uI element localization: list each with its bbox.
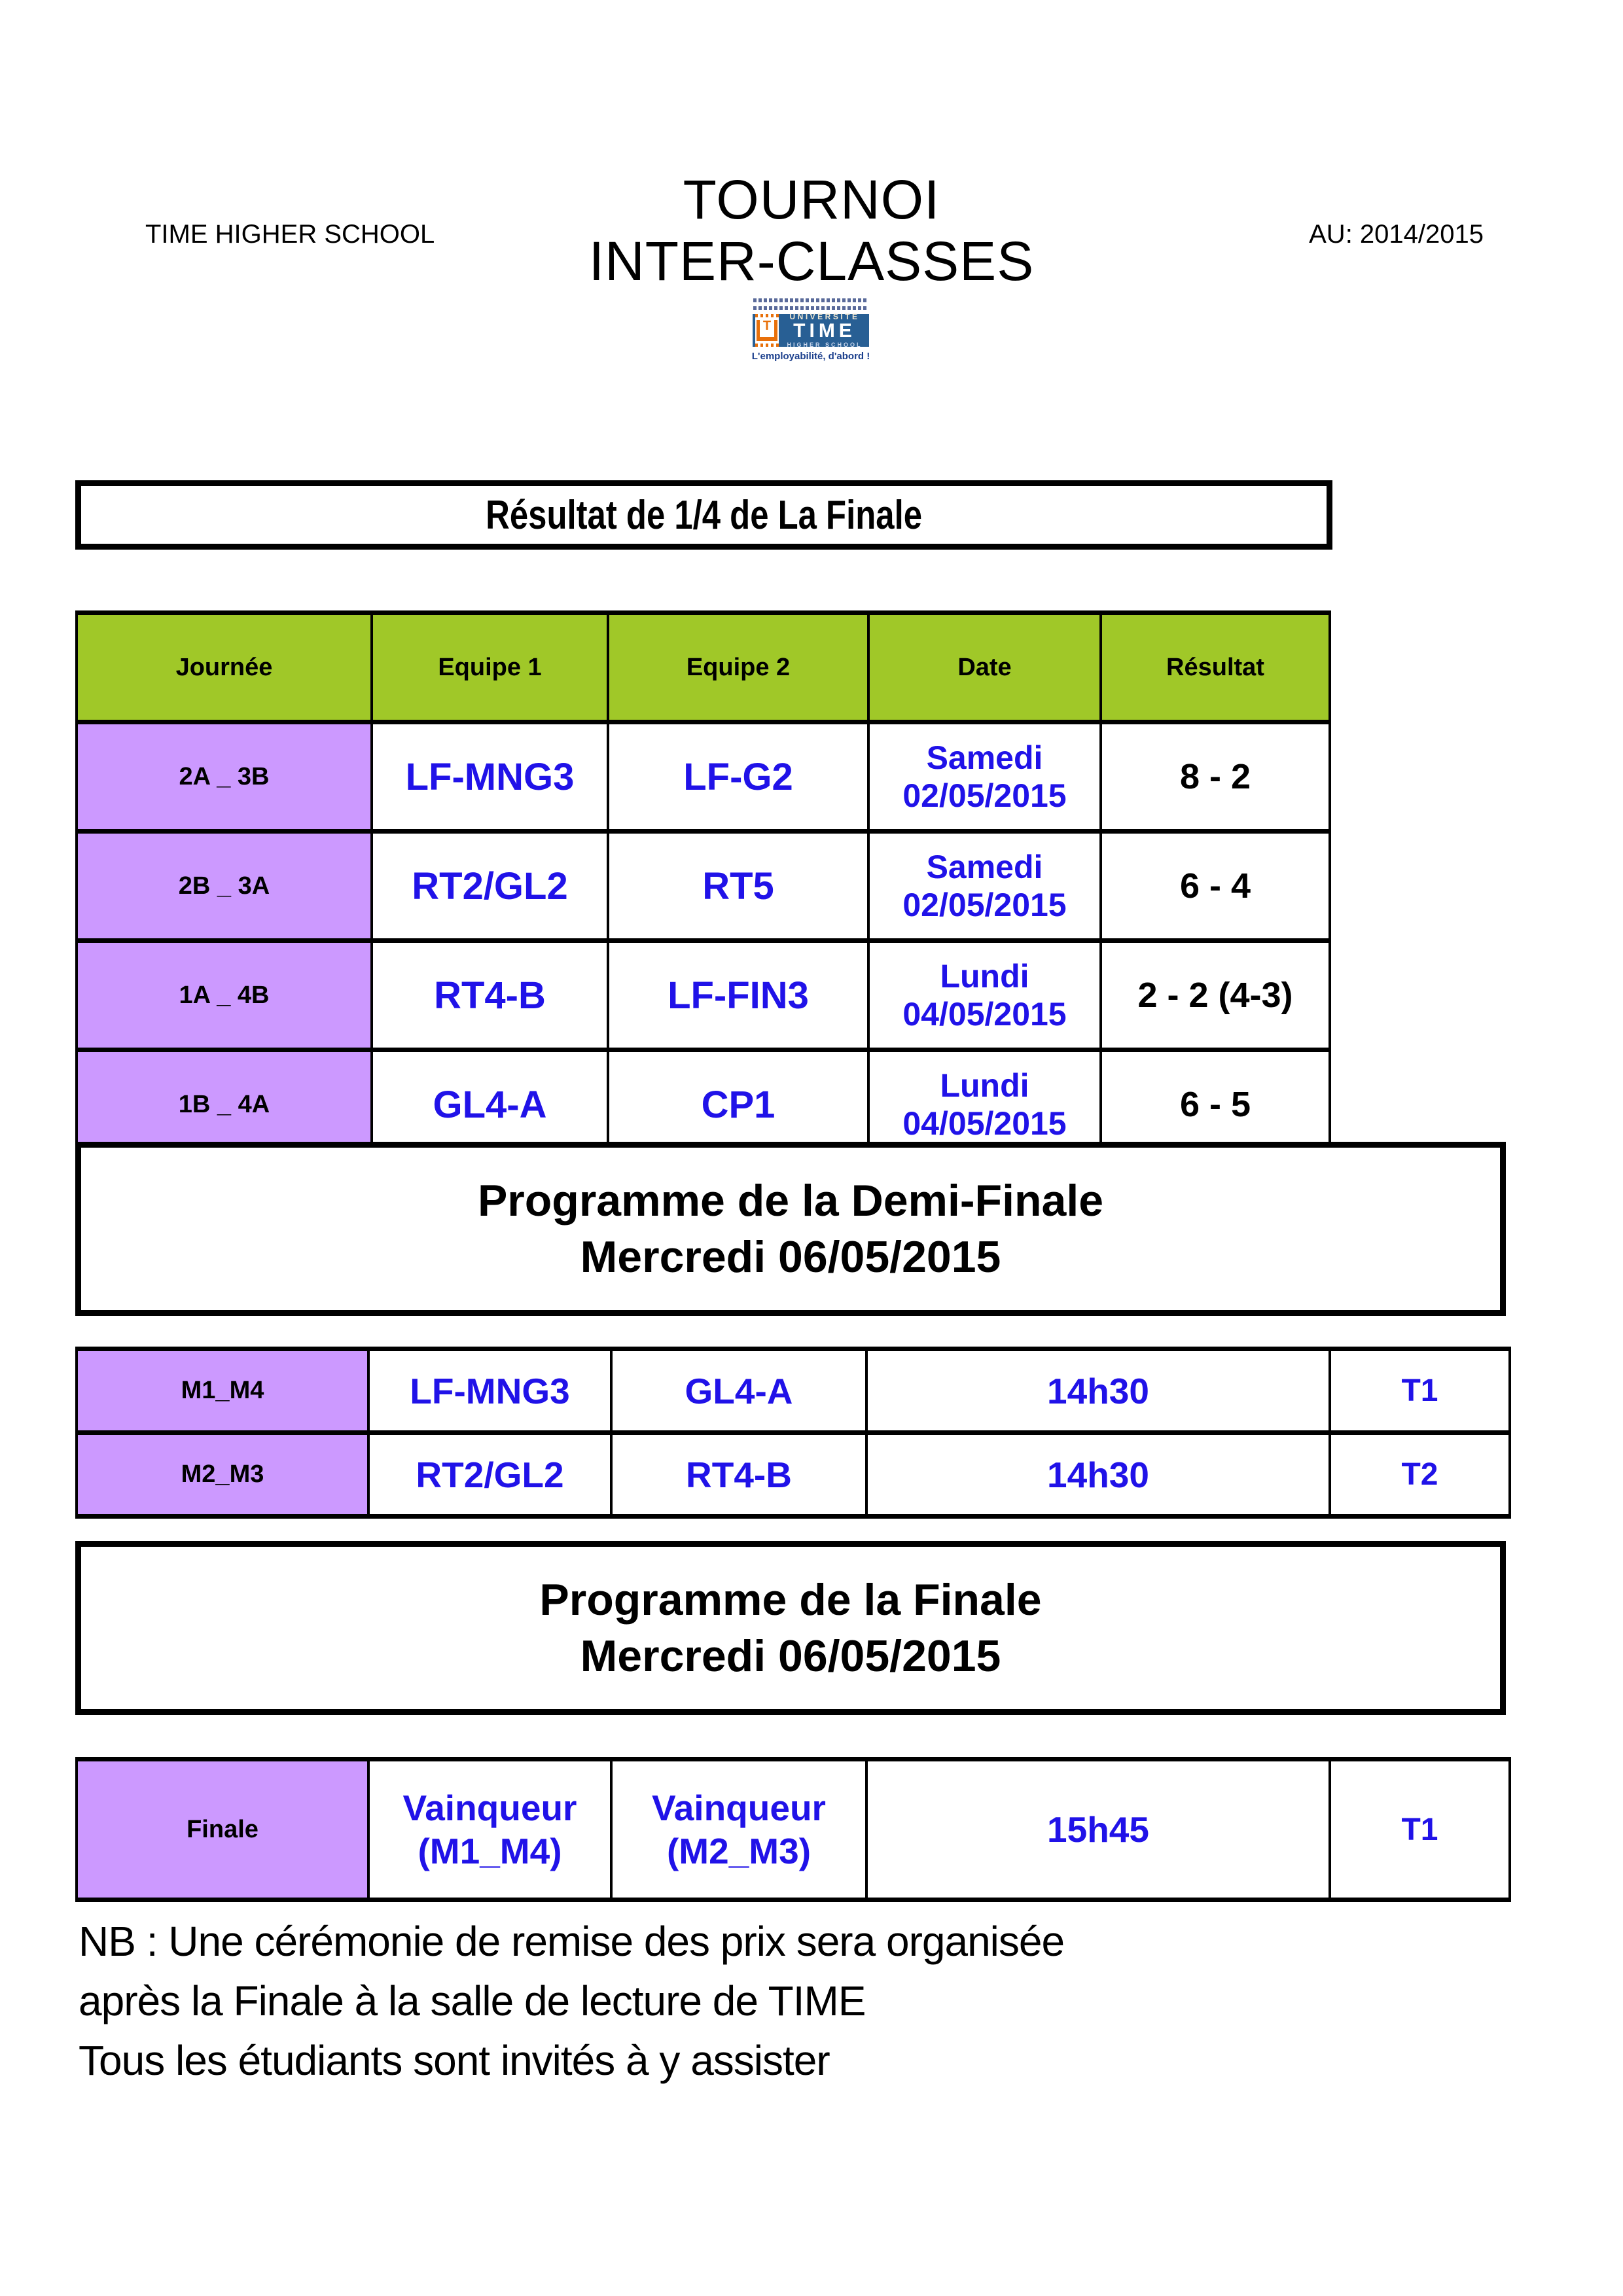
time-cell: 14h30 bbox=[866, 1349, 1330, 1433]
page-title-line2: INTER-CLASSES bbox=[588, 230, 1035, 292]
equipe2-cell: RT5 bbox=[608, 832, 868, 941]
logo-u-shape bbox=[757, 320, 777, 341]
match-cell: M1_M4 bbox=[77, 1349, 368, 1433]
resultat-cell: 2 - 2 (4-3) bbox=[1101, 941, 1330, 1050]
logo-brand: TIME bbox=[793, 320, 856, 342]
journee-cell: 2A _ 3B bbox=[77, 722, 372, 832]
date-day: Lundi bbox=[940, 1067, 1029, 1104]
logo-arabic-text-line2 bbox=[753, 306, 868, 310]
equipe1-cell: RT4-B bbox=[372, 941, 608, 1050]
table-row bbox=[77, 941, 1330, 1050]
logo-box bbox=[753, 314, 869, 347]
winner-ref: (M1_M4) bbox=[418, 1831, 562, 1871]
equipe2-cell: RT4-B bbox=[611, 1433, 866, 1517]
column-header-resultat: Résultat bbox=[1101, 613, 1330, 722]
academic-year: AU: 2014/2015 bbox=[1309, 220, 1484, 249]
logo-tagline: L'employabilité, d'abord ! bbox=[751, 351, 870, 362]
journee-cell: 2B _ 3A bbox=[77, 832, 372, 941]
table-row bbox=[77, 1759, 1510, 1900]
court-cell: T1 bbox=[1330, 1349, 1510, 1433]
university-logo bbox=[751, 298, 870, 362]
final-title: Programme de la Finale bbox=[539, 1575, 1042, 1625]
resultat-cell: 8 - 2 bbox=[1101, 722, 1330, 832]
date-cell bbox=[868, 941, 1101, 1050]
semi-final-date: Mercredi 06/05/2015 bbox=[580, 1232, 1001, 1282]
semi-final-title-box bbox=[75, 1142, 1506, 1316]
equipe2-cell: GL4-A bbox=[611, 1349, 866, 1433]
equipe2-cell bbox=[611, 1759, 866, 1900]
equipe1-cell: LF-MNG3 bbox=[372, 722, 608, 832]
column-header-equipe2: Equipe 2 bbox=[608, 613, 868, 722]
column-header-equipe1: Equipe 1 bbox=[372, 613, 608, 722]
column-header-date: Date bbox=[868, 613, 1101, 722]
journee-cell: 1B _ 4A bbox=[77, 1050, 372, 1159]
time-cell: 14h30 bbox=[866, 1433, 1330, 1517]
table-row bbox=[77, 722, 1330, 832]
match-cell: Finale bbox=[77, 1759, 368, 1900]
resultat-cell: 6 - 5 bbox=[1101, 1050, 1330, 1159]
date-day: Lundi bbox=[940, 958, 1029, 995]
equipe2-cell: LF-FIN3 bbox=[608, 941, 868, 1050]
quarter-final-title-box bbox=[75, 480, 1332, 550]
equipe1-cell: LF-MNG3 bbox=[368, 1349, 611, 1433]
logo-sub-label: HIGHER SCHOOL bbox=[787, 342, 863, 348]
school-name: TIME HIGHER SCHOOL bbox=[145, 220, 435, 249]
final-date: Mercredi 06/05/2015 bbox=[580, 1631, 1001, 1681]
table-row bbox=[77, 1349, 1510, 1433]
page-title-line1: TOURNOI bbox=[683, 169, 940, 230]
note-line2: après la Finale à la salle de lecture de TIME bbox=[79, 1977, 866, 2024]
date-value: 04/05/2015 bbox=[902, 1105, 1067, 1142]
equipe2-cell: LF-G2 bbox=[608, 722, 868, 832]
equipe1-cell: RT2/GL2 bbox=[372, 832, 608, 941]
winner-label: Vainqueur bbox=[652, 1788, 826, 1828]
winner-label: Vainqueur bbox=[402, 1788, 577, 1828]
date-day: Samedi bbox=[926, 849, 1043, 885]
equipe2-cell: CP1 bbox=[608, 1050, 868, 1159]
logo-arabic-text-line1 bbox=[753, 298, 868, 302]
table-row bbox=[77, 1433, 1510, 1517]
logo-universite-label: UNIVERSITE bbox=[789, 312, 860, 321]
date-value: 02/05/2015 bbox=[902, 887, 1067, 923]
logo-monogram-letter: T bbox=[762, 319, 772, 333]
winner-ref: (M2_M3) bbox=[666, 1831, 812, 1871]
final-title-box bbox=[75, 1541, 1506, 1715]
logo-monogram-icon bbox=[755, 317, 779, 344]
final-table bbox=[75, 1757, 1511, 1902]
court-cell: T1 bbox=[1330, 1759, 1510, 1900]
date-day: Samedi bbox=[926, 739, 1043, 776]
resultat-cell: 6 - 4 bbox=[1101, 832, 1330, 941]
time-cell: 15h45 bbox=[866, 1759, 1330, 1900]
date-cell bbox=[868, 832, 1101, 941]
logo-wordmark bbox=[783, 313, 866, 348]
quarter-final-table bbox=[75, 610, 1331, 1161]
quarter-final-title: Résultat de 1/4 de La Finale bbox=[486, 492, 922, 538]
date-value: 04/05/2015 bbox=[902, 996, 1067, 1033]
note-text bbox=[79, 1912, 1064, 2091]
match-cell: M2_M3 bbox=[77, 1433, 368, 1517]
equipe1-cell: GL4-A bbox=[372, 1050, 608, 1159]
note-line3: Tous les étudiants sont invités à y assister bbox=[79, 2037, 830, 2084]
semi-final-title: Programme de la Demi-Finale bbox=[477, 1176, 1104, 1226]
equipe1-cell bbox=[368, 1759, 611, 1900]
quarter-final-header-row bbox=[77, 613, 1330, 722]
logo-checker-top bbox=[755, 314, 779, 317]
logo-checker-bottom bbox=[755, 344, 779, 347]
date-cell bbox=[868, 722, 1101, 832]
column-header-journee: Journée bbox=[77, 613, 372, 722]
date-value: 02/05/2015 bbox=[902, 777, 1067, 814]
note-line1: NB : Une cérémonie de remise des prix sera organisée bbox=[79, 1918, 1065, 1965]
court-cell: T2 bbox=[1330, 1433, 1510, 1517]
table-row bbox=[77, 832, 1330, 941]
semi-final-table bbox=[75, 1347, 1511, 1519]
equipe1-cell: RT2/GL2 bbox=[368, 1433, 611, 1517]
journee-cell: 1A _ 4B bbox=[77, 941, 372, 1050]
